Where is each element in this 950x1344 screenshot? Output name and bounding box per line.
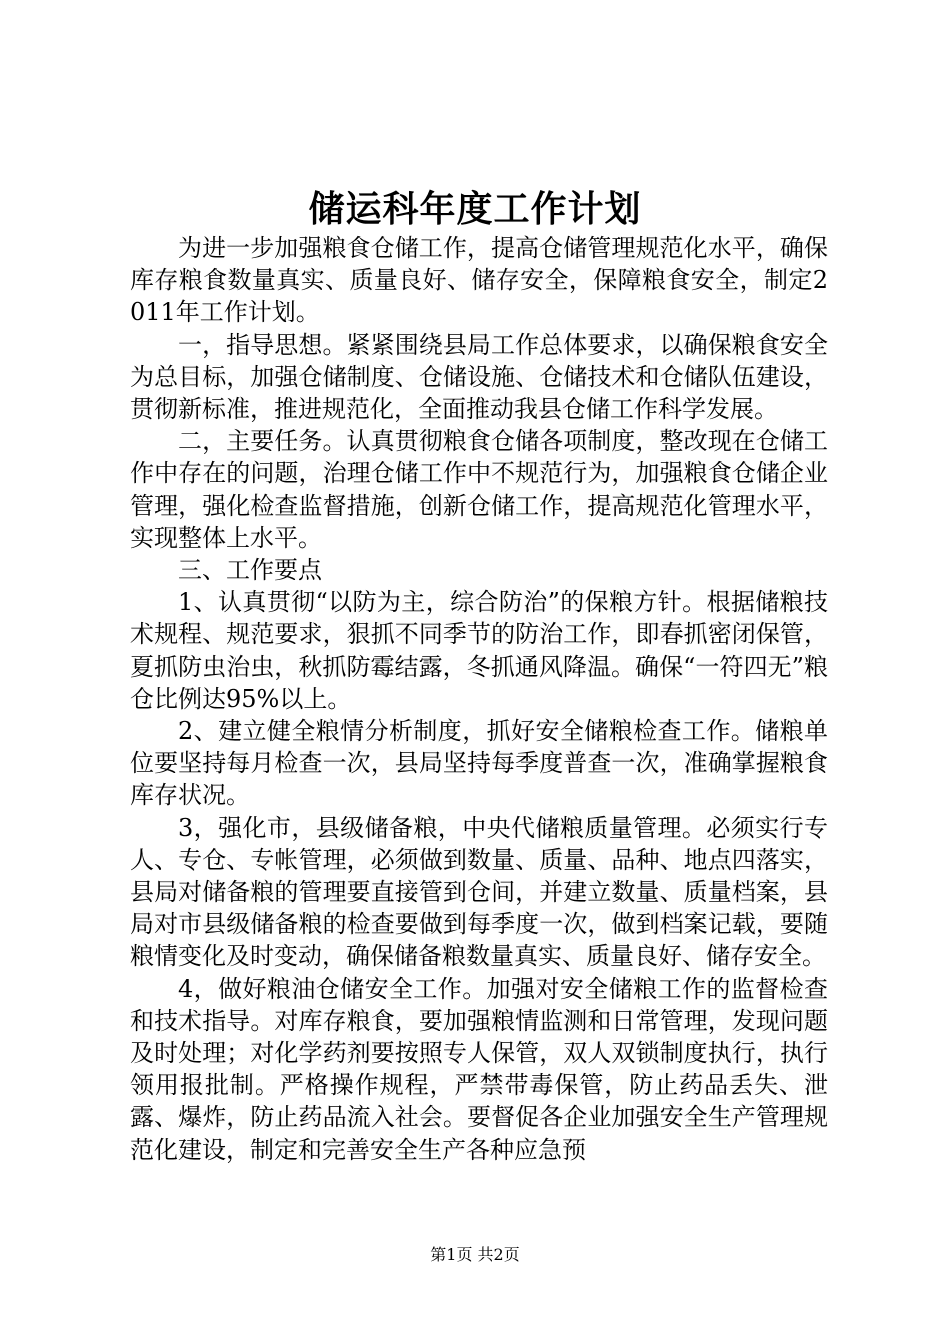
paragraph-point-3: 3，强化市，县级储备粮，中央代储粮质量管理。必须实行专人、专仓、专帐管理，必须做到数量、质量、品种、地点四落实，县局对储备粮的管理要直接管到仓间，并建立数量、质量档案，县局对市县级储备粮的检查要做到每季度一次，做到档案记载，要随粮情变化及时变动，确保储备粮数量真实、质量良好、储存安全。	[130, 813, 828, 971]
page-number-footer: 第1页 共2页	[430, 1245, 520, 1264]
document-body	[130, 232, 828, 1166]
paragraph-work-points-heading: 三、工作要点	[178, 556, 322, 585]
paragraph-main-tasks: 二，主要任务。认真贯彻粮食仓储各项制度，整改现在仓储工作中存在的问题，治理仓储工作中不规范行为，加强粮食仓储企业管理，强化检查监督措施，创新仓储工作，提高规范化管理水平，实现整体上水平。	[130, 427, 828, 552]
paragraph-guiding-thought: 一，指导思想。紧紧围绕县局工作总体要求，以确保粮食安全为总目标，加强仓储制度、仓储设施、仓储技术和仓储队伍建设，贯彻新标准，推进规范化，全面推动我县仓储工作科学发展。	[130, 330, 828, 424]
paragraph-intro: 为进一步加强粮食仓储工作，提高仓储管理规范化水平，确保库存粮食数量真实、质量良好、储存安全，保障粮食安全，制定2011年工作计划。	[130, 234, 828, 327]
document-title: 储运科年度工作计划	[308, 188, 642, 230]
paragraph-point-4: 4，做好粮油仓储安全工作。加强对安全储粮工作的监督检查和技术指导。对库存粮食，要加强粮情监测和日常管理，发现问题及时处理；对化学药剂要按照专人保管，双人双锁制度执行，执行领用报批制。严格操作规程，严禁带毒保管，防止药品丢失、泄露、爆炸，防止药品流入社会。要督促各企业加强安全生产管理规范化建设，制定和完善安全生产各种应急预	[130, 974, 828, 1164]
paragraph-point-1: 1、认真贯彻“以防为主，综合防治”的保粮方针。根据储粮技术规程、规范要求，狠抓不同季节的防治工作，即春抓密闭保管，夏抓防虫治虫，秋抓防霉结露，冬抓通风降温。确保“一符四无”粮仓比例达95%以上。	[130, 588, 828, 713]
paragraph-point-2: 2、建立健全粮情分析制度，抓好安全储粮检查工作。储粮单位要坚持每月检查一次，县局坚持每季度普查一次，准确掌握粮食库存状况。	[130, 717, 828, 810]
